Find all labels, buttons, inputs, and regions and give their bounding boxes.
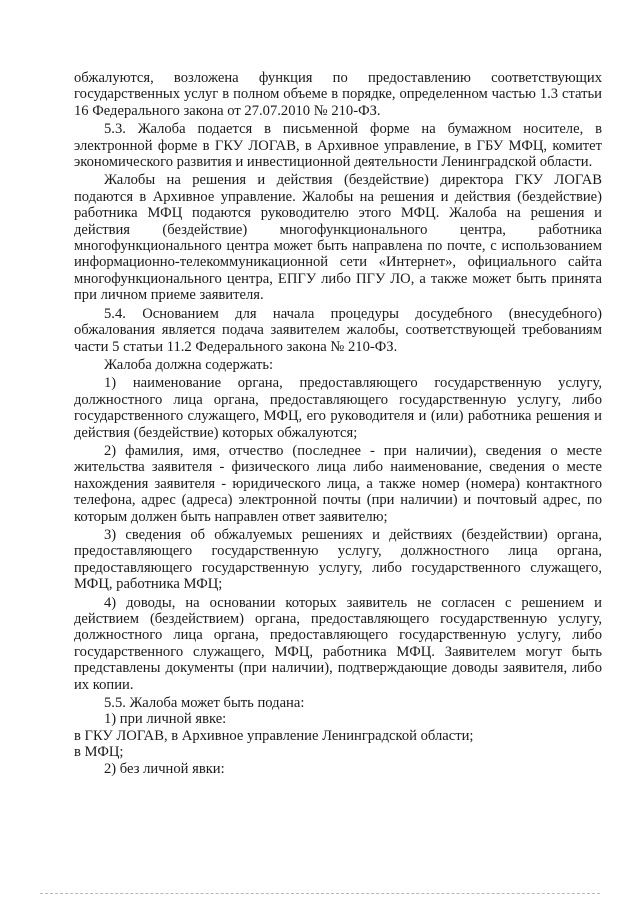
paragraph-5-4: 5.4. Основанием для начала процедуры досудебного (внесудебного) обжалования является подача заявителем жалобы, соответствующей требованиям части 5 статьи 11.2 Федерального закона № 210-ФЗ. [74,305,602,355]
option-mfc: в МФЦ; [74,744,124,761]
option-without-visit: 2) без личной явки: [104,760,225,777]
paragraph-complaints-routing: Жалобы на решения и действия (бездействие) директора ГКУ ЛОГАВ подаются в Архивное управление. Жалобы на решения и действия (бездействие) работника МФЦ подаются руководителю этого МФЦ. Жалоба на решения и действия (бездействие) многофункционального центра, работника многофункционального центра может быть направлена по почте, с использованием информационно-телекоммуникационной сети «Интернет», официального сайта многофункционального центра, ЕПГУ либо ПГУ ЛО, а также может быть принята при личном приеме заявителя. [74,172,602,304]
option-logav-archive: в ГКУ ЛОГАВ, в Архивное управление Ленинградской области; [74,727,474,744]
list-item-4: 4) доводы, на основании которых заявитель не согласен с решением и действием (бездействием) органа, предоставляющего государственную услугу, должностного лица органа, предоставляющего государственную услугу, либо государственного служащего, МФЦ, работника МФЦ. Заявителем могут быть представлены документы (при наличии), подтверждающие доводы заявителя, либо их копии. [74,594,602,693]
paragraph-5-3: 5.3. Жалоба подается в письменной форме на бумажном носителе, в электронной форме в ГКУ ЛОГАВ, в Архивное управление, в ГБУ МФЦ, комитет экономического развития и инвестиционной деятельности Ленинградской области. [74,121,602,171]
page-bottom-divider [40,893,600,894]
option-in-person: 1) при личной явке: [104,711,227,728]
paragraph-complaint-contents: Жалоба должна содержать: [104,356,274,373]
list-item-2: 2) фамилия, имя, отчество (последнее - при наличии), сведения о месте жительства заявителя - физического лица либо наименование, сведения о месте нахождения заявителя - юридического лица, а также номер (номера) контактного телефона, адрес (адреса) электронной почты (при наличии) и почтовый адрес, по которым должен быть направлен ответ заявителю; [74,442,602,525]
paragraph-continuation: обжалуются, возложена функция по предоставлению соответствующих государственных услуг в полном объеме в порядке, определенном частью 1.3 статьи 16 Федерального закона от 27.07.2010 № 210-ФЗ. [74,70,602,119]
list-item-3: 3) сведения об обжалуемых решениях и действиях (бездействии) органа, предоставляющего государственную услугу, должностного лица органа, предоставляющего государственную услугу, либо государственного служащего, МФЦ, работника МФЦ; [74,526,602,593]
list-item-1: 1) наименование органа, предоставляющего государственную услугу, должностного лица органа, предоставляющего государственную услугу, либо государственного служащего, МФЦ, его руководителя и (или) работника решения и действия (бездействие) которых обжалуются; [74,375,602,441]
paragraph-5-5: 5.5. Жалоба может быть подана: [104,695,305,712]
